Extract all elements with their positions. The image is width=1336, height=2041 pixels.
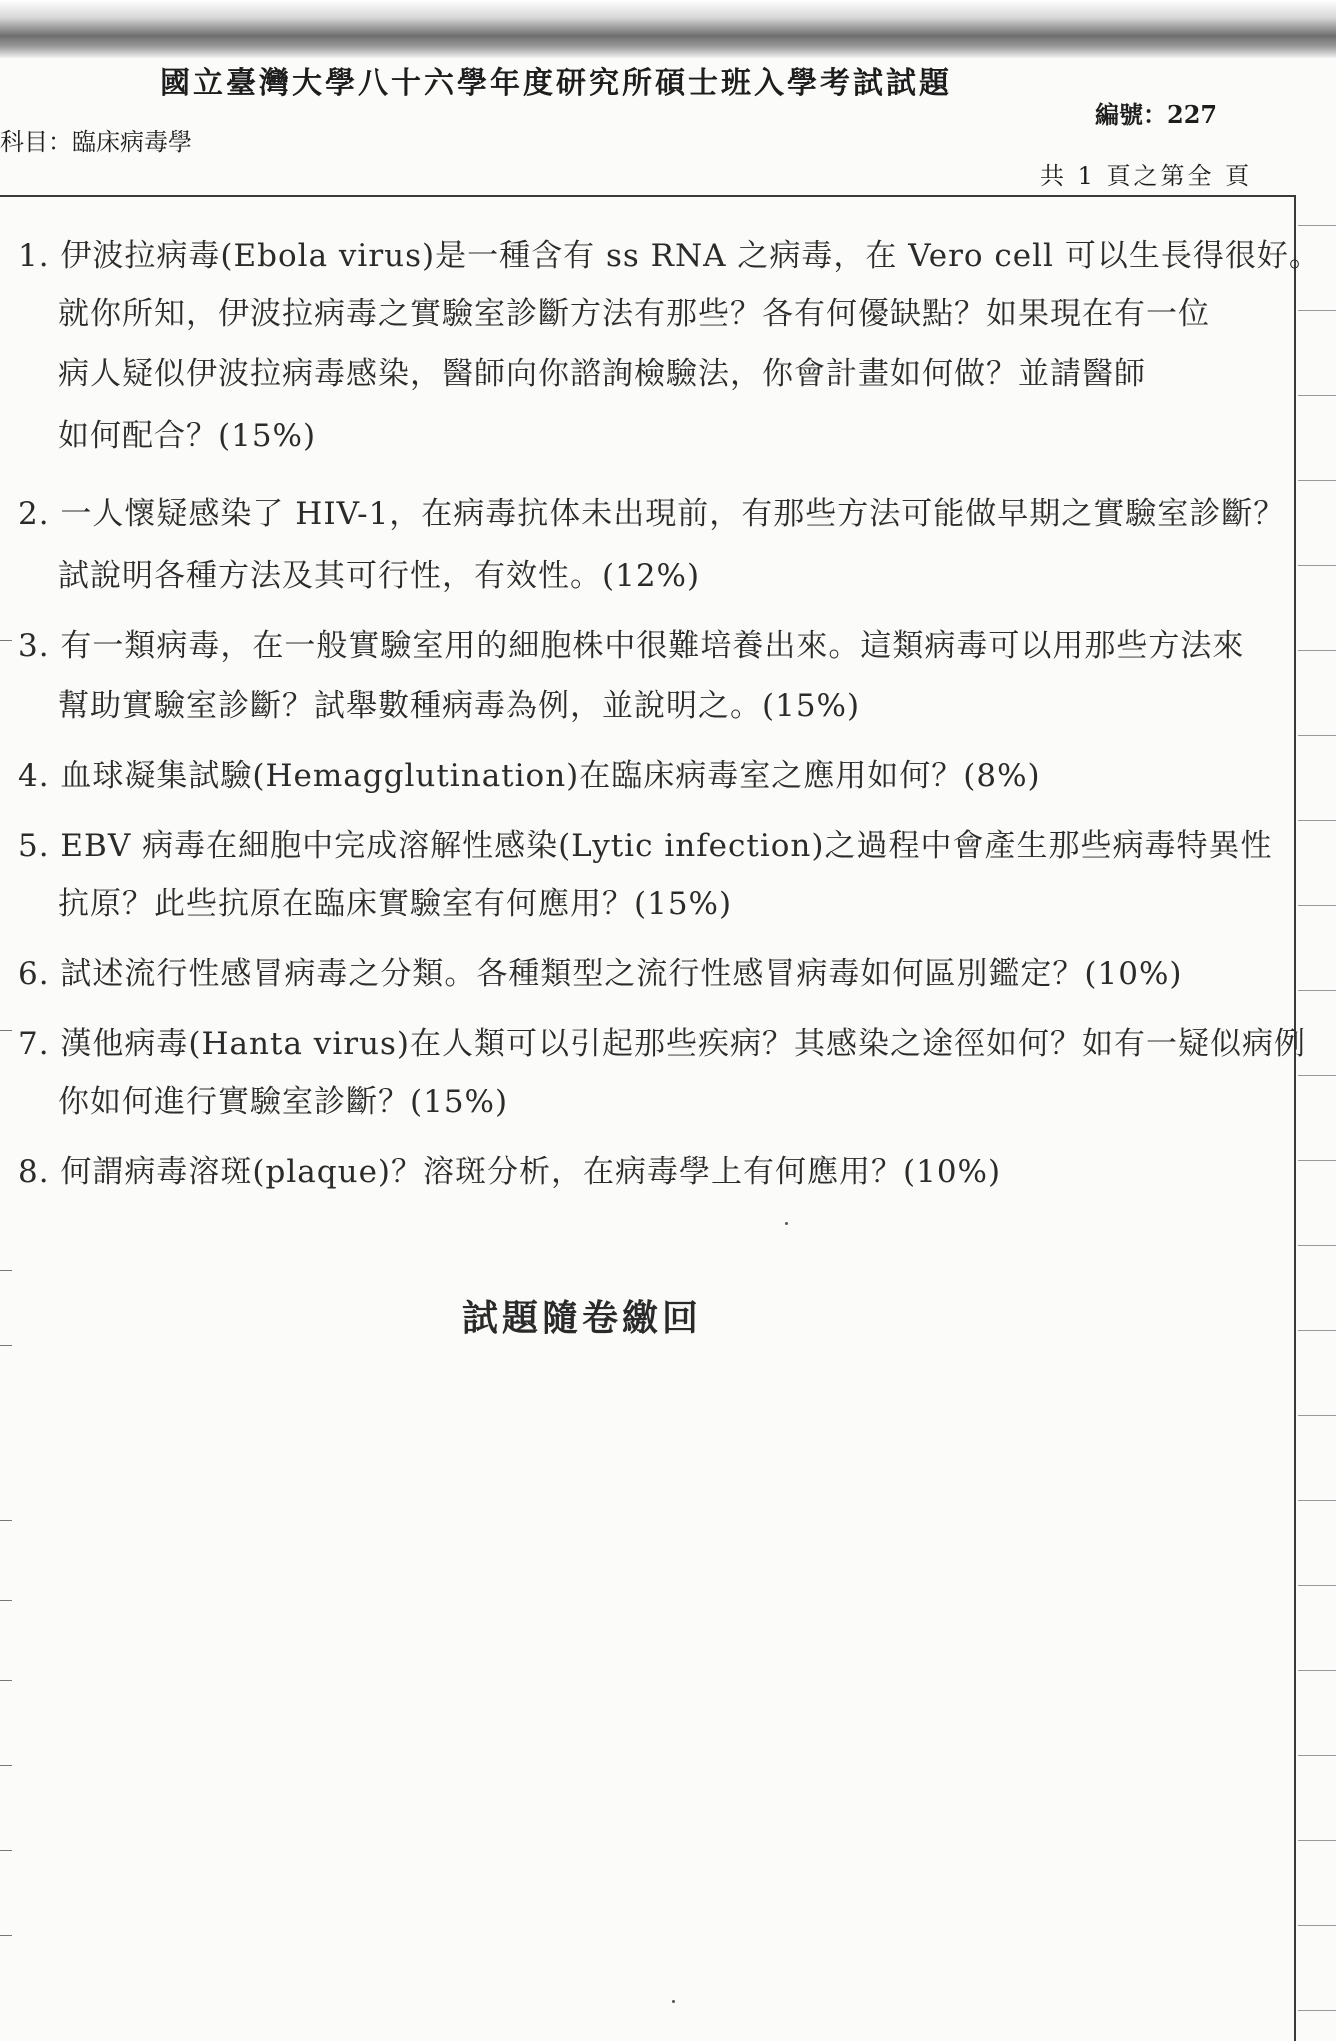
question-1-line-1: 1. 伊波拉病毒(Ebola virus)是一種含有 ss RNA 之病毒，在 Vero cell 可以生長得很好。 [18, 238, 1321, 274]
margin-tick [1298, 1075, 1336, 1076]
margin-tick [1298, 2010, 1336, 2011]
question-2-line-2: 試說明各種方法及其可行性，有效性。(12%) [58, 558, 701, 594]
margin-tick [0, 1600, 12, 1601]
return-exam-note: 試題隨卷繳回 [462, 1297, 703, 1339]
scan-speck [785, 1222, 788, 1225]
question-4-line-1: 4. 血球凝集試驗(Hemagglutination)在臨床病毒室之應用如何？(8%) [18, 758, 1041, 794]
margin-tick [1298, 1330, 1336, 1331]
question-1-line-2: 就你所知，伊波拉病毒之實驗室診斷方法有那些？各有何優缺點？如果現在有一位 [58, 296, 1210, 332]
margin-tick [0, 1345, 12, 1346]
margin-tick [1298, 310, 1336, 311]
question-1-line-4: 如何配合？(15%) [58, 418, 317, 454]
margin-tick [1298, 565, 1336, 566]
margin-tick [1298, 1755, 1336, 1756]
margin-tick [1298, 735, 1336, 736]
question-2-line-1: 2. 一人懷疑感染了 HIV-1，在病毒抗体未出現前，有那些方法可能做早期之實驗室診斷？ [18, 496, 1286, 532]
question-1-line-3: 病人疑似伊波拉病毒感染，醫師向你諮詢檢驗法，你會計畫如何做？並請醫師 [58, 356, 1146, 392]
question-5-line-2: 抗原？此些抗原在臨床實驗室有何應用？(15%) [58, 886, 733, 922]
margin-tick [0, 1520, 12, 1521]
margin-tick [1298, 480, 1336, 481]
margin-tick [1298, 1245, 1336, 1246]
question-3-line-1: 3. 有一類病毒，在一般實驗室用的細胞株中很難培養出來。這類病毒可以用那些方法來 [18, 628, 1245, 664]
exam-subject: 科目：臨床病毒學 [0, 128, 192, 156]
question-5-line-1: 5. EBV 病毒在細胞中完成溶解性感染(Lytic infection)之過程中會產生那些病毒特異性 [18, 828, 1273, 864]
margin-tick [1298, 1415, 1336, 1416]
question-3-line-2: 幫助實驗室診斷？試舉數種病毒為例，並說明之。(15%) [58, 688, 861, 724]
margin-tick [0, 1850, 12, 1851]
margin-tick [0, 640, 12, 641]
question-7-line-1: 7. 漢他病毒(Hanta virus)在人類可以引起那些疾病？其感染之途徑如何？如有一疑似病例 [18, 1026, 1307, 1062]
margin-tick [0, 1765, 12, 1766]
exam-serial-number: 編號：227 [1095, 100, 1218, 129]
margin-tick [1298, 1925, 1336, 1926]
scan-shadow-band [0, 0, 1336, 58]
margin-tick [1298, 650, 1336, 651]
margin-tick [1298, 820, 1336, 821]
margin-tick [1298, 1840, 1336, 1841]
question-6-line-1: 6. 試述流行性感冒病毒之分類。各種類型之流行性感冒病毒如何區別鑑定？(10%) [18, 956, 1183, 992]
scan-speck [672, 2000, 675, 2003]
margin-tick [1298, 1670, 1336, 1671]
exam-title: 國立臺灣大學八十六學年度研究所碩士班入學考試試題 [160, 66, 952, 101]
margin-tick [0, 1030, 12, 1031]
margin-tick [1298, 1160, 1336, 1161]
margin-tick [0, 1935, 12, 1936]
margin-tick [1298, 225, 1336, 226]
margin-tick [0, 1270, 12, 1271]
margin-tick [1298, 395, 1336, 396]
margin-tick [0, 1680, 12, 1681]
page-count: 共 1 頁之第全 頁 [1040, 162, 1253, 190]
margin-tick [1298, 905, 1336, 906]
question-8-line-1: 8. 何謂病毒溶斑(plaque)？溶斑分析，在病毒學上有何應用？(10%) [18, 1154, 1002, 1190]
question-7-line-2: 你如何進行實驗室診斷？(15%) [58, 1084, 509, 1120]
margin-tick [1298, 1500, 1336, 1501]
margin-tick [1298, 990, 1336, 991]
margin-tick [1298, 1585, 1336, 1586]
